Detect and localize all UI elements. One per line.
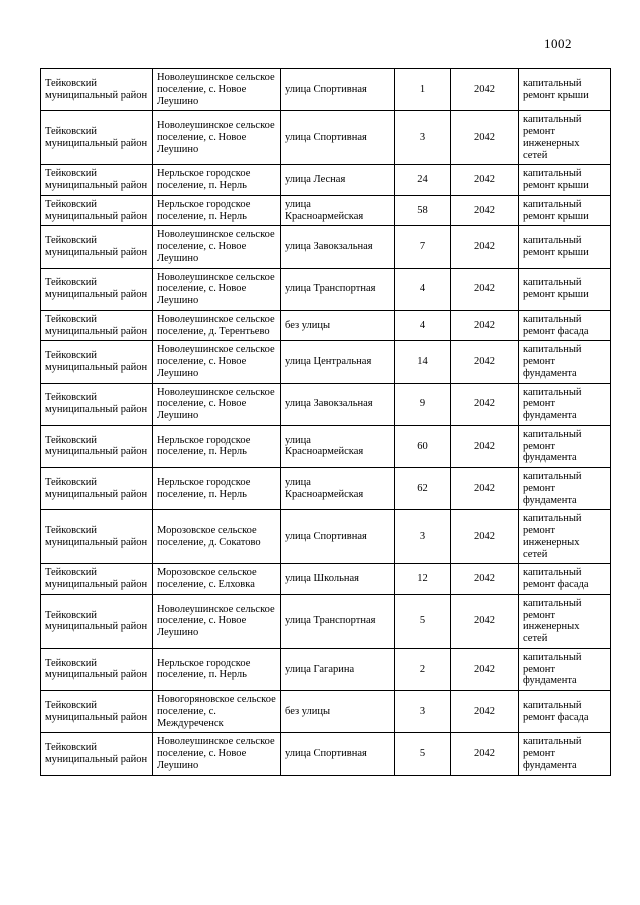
settlement-cell: Нерльское городское поселение, п. Нерль bbox=[153, 165, 281, 196]
house-number-cell: 24 bbox=[395, 165, 451, 196]
settlement-cell: Морозовское сельское поселение, д. Сокатово bbox=[153, 510, 281, 564]
house-number-cell: 3 bbox=[395, 691, 451, 733]
house-number-cell: 7 bbox=[395, 226, 451, 268]
district-cell: Тейковский муниципальный район bbox=[41, 564, 153, 595]
district-cell: Тейковский муниципальный район bbox=[41, 733, 153, 775]
year-cell: 2042 bbox=[451, 468, 519, 510]
year-cell: 2042 bbox=[451, 226, 519, 268]
street-cell: улица Транспортная bbox=[281, 594, 395, 648]
work-type-cell: капитальный ремонт инженерных сетей bbox=[519, 111, 611, 165]
district-cell: Тейковский муниципальный район bbox=[41, 468, 153, 510]
settlement-cell: Новогоряновское сельское поселение, с. Междуреченск bbox=[153, 691, 281, 733]
table-row bbox=[41, 425, 611, 467]
street-cell: улица Спортивная bbox=[281, 111, 395, 165]
year-cell: 2042 bbox=[451, 341, 519, 383]
work-type-cell: капитальный ремонт фундамента bbox=[519, 468, 611, 510]
table-row bbox=[41, 648, 611, 690]
settlement-cell: Нерльское городское поселение, п. Нерль bbox=[153, 468, 281, 510]
street-cell: улица Школьная bbox=[281, 564, 395, 595]
table-row bbox=[41, 111, 611, 165]
district-cell: Тейковский муниципальный район bbox=[41, 69, 153, 111]
table-body bbox=[41, 69, 611, 776]
district-cell: Тейковский муниципальный район bbox=[41, 268, 153, 310]
house-number-cell: 3 bbox=[395, 510, 451, 564]
street-cell: улица Гагарина bbox=[281, 648, 395, 690]
work-type-cell: капитальный ремонт крыши bbox=[519, 195, 611, 226]
street-cell: улица Завокзальная bbox=[281, 383, 395, 425]
settlement-cell: Новолеушинское сельское поселение, с. Новое Леушино bbox=[153, 383, 281, 425]
settlement-cell: Новолеушинское сельское поселение, д. Терентьево bbox=[153, 310, 281, 341]
table-row bbox=[41, 69, 611, 111]
street-cell: без улицы bbox=[281, 310, 395, 341]
street-cell: без улицы bbox=[281, 691, 395, 733]
table-row bbox=[41, 310, 611, 341]
table-row bbox=[41, 691, 611, 733]
year-cell: 2042 bbox=[451, 648, 519, 690]
street-cell: улица Завокзальная bbox=[281, 226, 395, 268]
district-cell: Тейковский муниципальный район bbox=[41, 111, 153, 165]
year-cell: 2042 bbox=[451, 691, 519, 733]
street-cell: улица Красноармейская bbox=[281, 468, 395, 510]
street-cell: улица Спортивная bbox=[281, 510, 395, 564]
work-type-cell: капитальный ремонт крыши bbox=[519, 268, 611, 310]
settlement-cell: Нерльское городское поселение, п. Нерль bbox=[153, 648, 281, 690]
year-cell: 2042 bbox=[451, 310, 519, 341]
work-type-cell: капитальный ремонт фундамента bbox=[519, 341, 611, 383]
house-number-cell: 5 bbox=[395, 594, 451, 648]
year-cell: 2042 bbox=[451, 268, 519, 310]
year-cell: 2042 bbox=[451, 165, 519, 196]
house-number-cell: 4 bbox=[395, 268, 451, 310]
year-cell: 2042 bbox=[451, 733, 519, 775]
settlement-cell: Морозовское сельское поселение, с. Елховка bbox=[153, 564, 281, 595]
district-cell: Тейковский муниципальный район bbox=[41, 195, 153, 226]
year-cell: 2042 bbox=[451, 594, 519, 648]
page-number: 1002 bbox=[544, 36, 572, 51]
work-type-cell: капитальный ремонт фундамента bbox=[519, 648, 611, 690]
district-cell: Тейковский муниципальный район bbox=[41, 165, 153, 196]
house-number-cell: 1 bbox=[395, 69, 451, 111]
district-cell: Тейковский муниципальный район bbox=[41, 594, 153, 648]
table-row bbox=[41, 510, 611, 564]
work-type-cell: капитальный ремонт фасада bbox=[519, 564, 611, 595]
year-cell: 2042 bbox=[451, 425, 519, 467]
street-cell: улица Транспортная bbox=[281, 268, 395, 310]
house-number-cell: 14 bbox=[395, 341, 451, 383]
street-cell: улица Центральная bbox=[281, 341, 395, 383]
table-row bbox=[41, 165, 611, 196]
capital-repair-schedule-table bbox=[40, 68, 611, 776]
table-row bbox=[41, 564, 611, 595]
work-type-cell: капитальный ремонт крыши bbox=[519, 69, 611, 111]
house-number-cell: 4 bbox=[395, 310, 451, 341]
district-cell: Тейковский муниципальный район bbox=[41, 341, 153, 383]
house-number-cell: 12 bbox=[395, 564, 451, 595]
settlement-cell: Новолеушинское сельское поселение, с. Новое Леушино bbox=[153, 268, 281, 310]
district-cell: Тейковский муниципальный район bbox=[41, 648, 153, 690]
settlement-cell: Нерльское городское поселение, п. Нерль bbox=[153, 195, 281, 226]
work-type-cell: капитальный ремонт фундамента bbox=[519, 733, 611, 775]
house-number-cell: 60 bbox=[395, 425, 451, 467]
table-row bbox=[41, 268, 611, 310]
street-cell: улица Красноармейская bbox=[281, 195, 395, 226]
table-row bbox=[41, 594, 611, 648]
table-row bbox=[41, 468, 611, 510]
settlement-cell: Нерльское городское поселение, п. Нерль bbox=[153, 425, 281, 467]
street-cell: улица Спортивная bbox=[281, 69, 395, 111]
year-cell: 2042 bbox=[451, 510, 519, 564]
year-cell: 2042 bbox=[451, 111, 519, 165]
work-type-cell: капитальный ремонт крыши bbox=[519, 226, 611, 268]
settlement-cell: Новолеушинское сельское поселение, с. Новое Леушино bbox=[153, 733, 281, 775]
house-number-cell: 9 bbox=[395, 383, 451, 425]
district-cell: Тейковский муниципальный район bbox=[41, 691, 153, 733]
settlement-cell: Новолеушинское сельское поселение, с. Новое Леушино bbox=[153, 111, 281, 165]
year-cell: 2042 bbox=[451, 564, 519, 595]
table-row bbox=[41, 733, 611, 775]
house-number-cell: 58 bbox=[395, 195, 451, 226]
district-cell: Тейковский муниципальный район bbox=[41, 510, 153, 564]
house-number-cell: 2 bbox=[395, 648, 451, 690]
settlement-cell: Новолеушинское сельское поселение, с. Новое Леушино bbox=[153, 226, 281, 268]
work-type-cell: капитальный ремонт инженерных сетей bbox=[519, 594, 611, 648]
settlement-cell: Новолеушинское сельское поселение, с. Новое Леушино bbox=[153, 341, 281, 383]
work-type-cell: капитальный ремонт инженерных сетей bbox=[519, 510, 611, 564]
work-type-cell: капитальный ремонт фасада bbox=[519, 691, 611, 733]
work-type-cell: капитальный ремонт фундамента bbox=[519, 425, 611, 467]
work-type-cell: капитальный ремонт фасада bbox=[519, 310, 611, 341]
district-cell: Тейковский муниципальный район bbox=[41, 425, 153, 467]
work-type-cell: капитальный ремонт крыши bbox=[519, 165, 611, 196]
table-row bbox=[41, 226, 611, 268]
district-cell: Тейковский муниципальный район bbox=[41, 310, 153, 341]
table-row bbox=[41, 383, 611, 425]
district-cell: Тейковский муниципальный район bbox=[41, 226, 153, 268]
street-cell: улица Лесная bbox=[281, 165, 395, 196]
street-cell: улица Спортивная bbox=[281, 733, 395, 775]
work-type-cell: капитальный ремонт фундамента bbox=[519, 383, 611, 425]
house-number-cell: 3 bbox=[395, 111, 451, 165]
year-cell: 2042 bbox=[451, 383, 519, 425]
table-row bbox=[41, 341, 611, 383]
year-cell: 2042 bbox=[451, 69, 519, 111]
house-number-cell: 62 bbox=[395, 468, 451, 510]
settlement-cell: Новолеушинское сельское поселение, с. Новое Леушино bbox=[153, 69, 281, 111]
year-cell: 2042 bbox=[451, 195, 519, 226]
table-row bbox=[41, 195, 611, 226]
district-cell: Тейковский муниципальный район bbox=[41, 383, 153, 425]
settlement-cell: Новолеушинское сельское поселение, с. Новое Леушино bbox=[153, 594, 281, 648]
house-number-cell: 5 bbox=[395, 733, 451, 775]
street-cell: улица Красноармейская bbox=[281, 425, 395, 467]
